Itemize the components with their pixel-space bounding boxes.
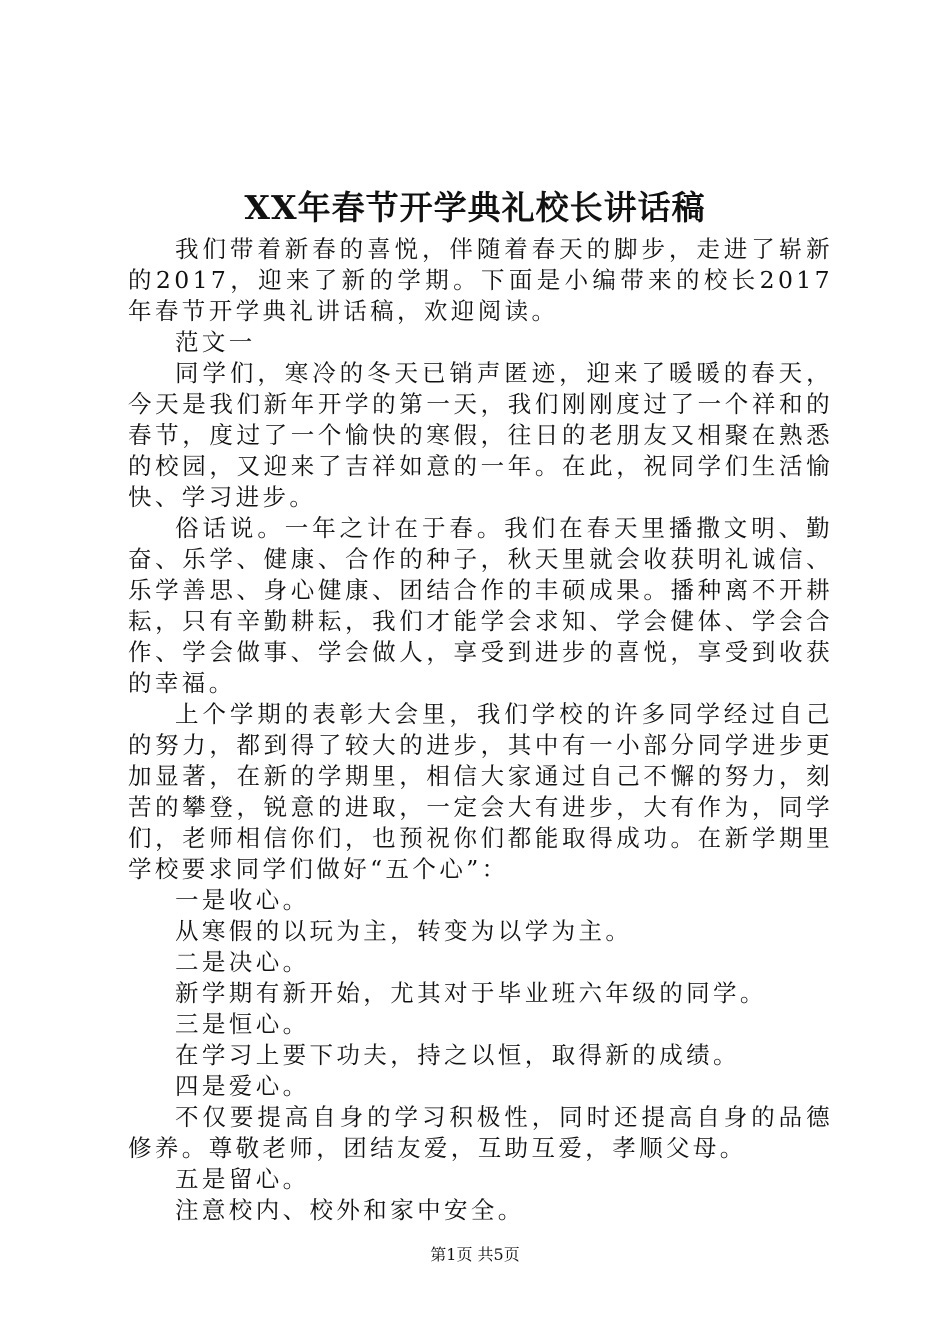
paragraph-point-5-text: 注意校内、校外和家中安全。 — [175, 1196, 525, 1224]
paragraph-point-4-heading: 四是爱心。 — [175, 1072, 310, 1100]
paragraph-proverb: 俗话说。一年之计在于春。我们在春天里播撒文明、勤奋、乐学、健康、合作的种子，秋天里就会收获明礼诚信、乐学善思、身心健康、团结合作的丰硕成果。播种离不开耕耘，只有辛勤耕耘，我们才能学会求知、学会健体、学会合作、学会做事、学会做人，享受到进步的喜悦，享受到收获的幸福。 — [128, 514, 833, 697]
paragraph-point-2-text: 新学期有新开始，尤其对于毕业班六年级的同学。 — [175, 979, 767, 1007]
document-body — [128, 234, 833, 1226]
page-title: XX年春节开学典礼校长讲话稿 — [244, 188, 706, 227]
paragraph-intro: 我们带着新春的喜悦，伴随着春天的脚步，走进了崭新的2017，迎来了新的学期。下面是小编带来的校长2017年春节开学典礼讲话稿，欢迎阅读。 — [128, 235, 833, 325]
paragraph-point-4-text: 不仅要提高自身的学习积极性，同时还提高自身的品德修养。尊敬老师，团结友爱，互助互爱，孝顺父母。 — [128, 1103, 833, 1162]
paragraph-point-1-text: 从寒假的以玩为主，转变为以学为主。 — [175, 917, 633, 945]
page-footer: 第1页 共5页 — [430, 1245, 520, 1264]
paragraph-point-2-heading: 二是决心。 — [175, 948, 310, 976]
paragraph-greeting: 同学们，寒冷的冬天已销声匿迹，迎来了暖暖的春天，今天是我们新年开学的第一天，我们刚刚度过了一个祥和的春节，度过了一个愉快的寒假，往日的老朋友又相聚在熟悉的校园，又迎来了吉祥如意的一年。在此，祝同学们生活愉快、学习进步。 — [128, 359, 833, 511]
paragraph-point-5-heading: 五是留心。 — [175, 1165, 310, 1193]
paragraph-commendation: 上个学期的表彰大会里，我们学校的许多同学经过自己的努力，都到得了较大的进步，其中有一小部分同学进步更加显著，在新的学期里，相信大家通过自己不懈的努力，刻苦的攀登，锐意的进取，一定会大有进步，大有作为，同学们，老师相信你们，也预祝你们都能取得成功。在新学期里学校要求同学们做好“五个心”： — [128, 700, 833, 883]
paragraph-sample-heading: 范文一 — [175, 328, 256, 356]
paragraph-point-3-text: 在学习上要下功夫，持之以恒，取得新的成绩。 — [175, 1041, 740, 1069]
paragraph-point-1-heading: 一是收心。 — [175, 886, 310, 914]
paragraph-point-3-heading: 三是恒心。 — [175, 1010, 310, 1038]
